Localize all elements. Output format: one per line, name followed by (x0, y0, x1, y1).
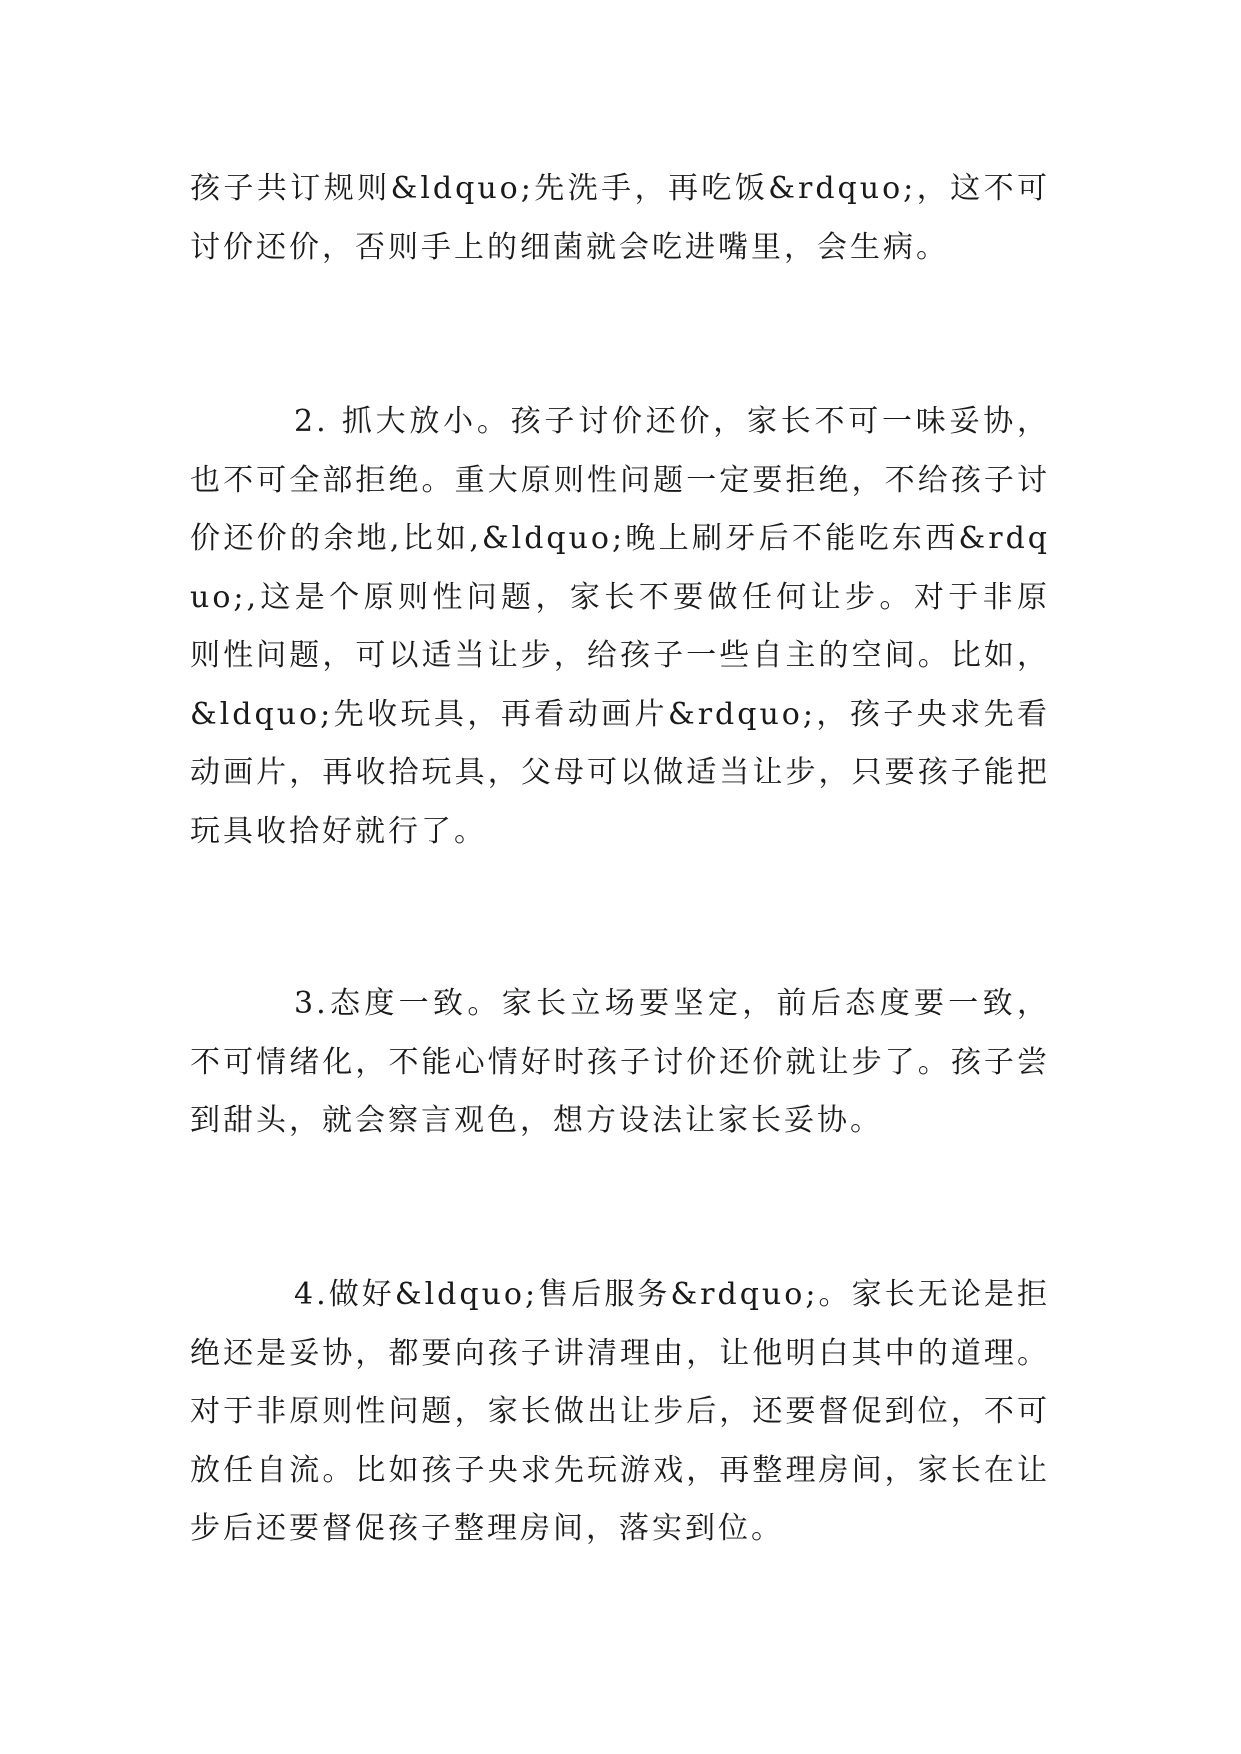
paragraph-2: 2. 抓大放小。孩子讨价还价，家长不可一味妥协，也不可全部拒绝。重大原则性问题一定要拒绝，不给孩子讨价还价的余地,比如,&ldquo;晚上刷牙后不能吃东西&rdquo;,这是个原则性问题，家长不要做任何让步。对于非原则性问题，可以适当让步，给孩子一些自主的空间。比如，&ldquo;先收玩具，再看动画片&rdquo;，孩子央求先看动画片，再收拾玩具，父母可以做适当让步，只要孩子能把玩具收拾好就行了。 (190, 404, 1050, 849)
paragraph-3: 3.态度一致。家长立场要坚定，前后态度要一致，不可情绪化，不能心情好时孩子讨价还价就让步了。孩子尝到甜头，就会察言观色，想方设法让家长妥协。 (190, 986, 1050, 1138)
paragraph-1: 孩子共订规则&ldquo;先洗手，再吃饭&rdquo;，这不可讨价还价，否则手上的细菌就会吃进嘴里，会生病。 (190, 171, 1050, 265)
paragraph-4: 4.做好&ldquo;售后服务&rdquo;。家长无论是拒绝还是妥协，都要向孩子讲清理由，让他明白其中的道理。对于非原则性问题，家长做出让步后，还要督促到位，不可放任自流。比如孩子央求先玩游戏，再整理房间，家长在让步后还要督促孩子整理房间，落实到位。 (190, 1277, 1050, 1546)
